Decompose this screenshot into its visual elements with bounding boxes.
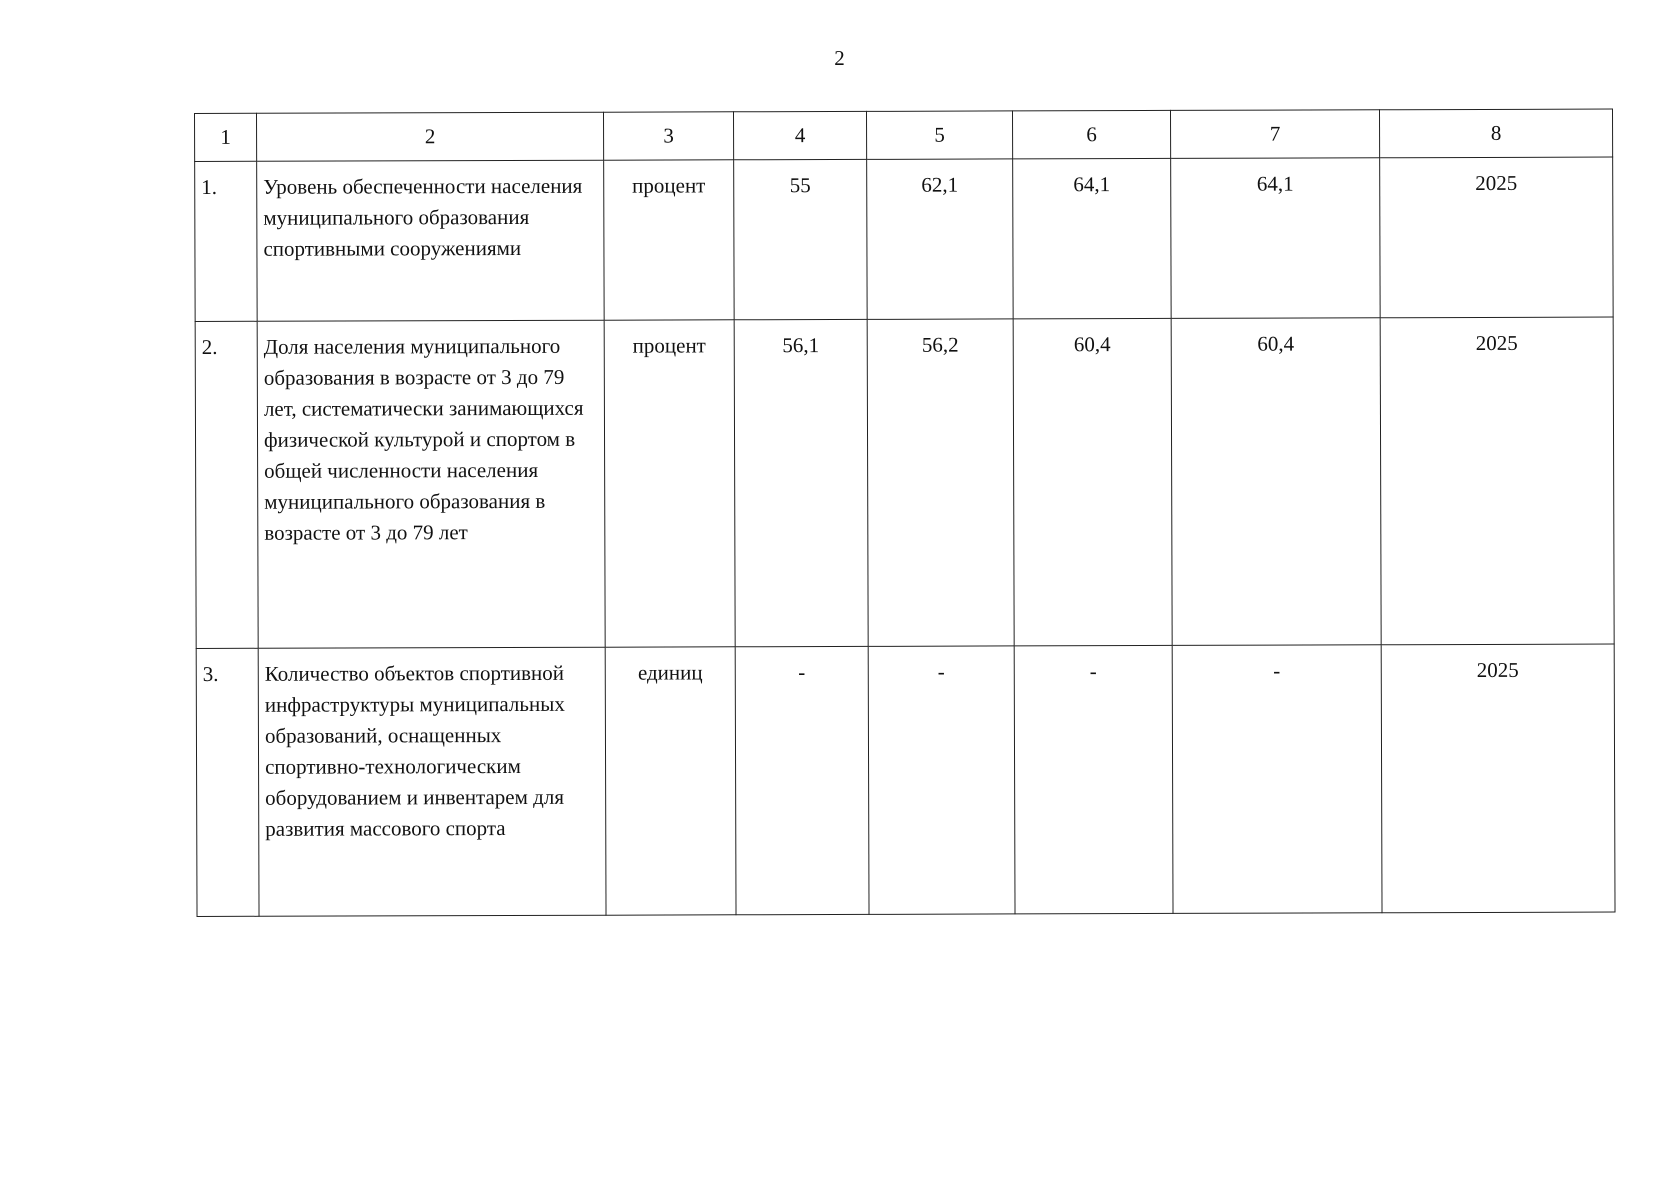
table-header-row [195, 109, 1613, 161]
value-col-6: 60,4 [1013, 318, 1172, 645]
indicator-name: Уровень обеспеченности населения муниципального образования спортивными сооружениями [257, 160, 605, 321]
row-number: 1. [195, 161, 258, 321]
value-col-6: 64,1 [1013, 158, 1172, 318]
value-col-6: - [1014, 645, 1173, 913]
header-cell-5: 5 [866, 111, 1012, 159]
header-cell-4: 4 [733, 111, 866, 159]
indicators-table [194, 109, 1616, 917]
header-cell-2: 2 [257, 112, 604, 161]
header-cell-6: 6 [1012, 110, 1170, 158]
value-col-7: 60,4 [1171, 318, 1381, 646]
year-cell: 2025 [1380, 157, 1614, 318]
header-cell-3: 3 [603, 112, 733, 160]
value-col-5: - [868, 646, 1015, 914]
unit-cell: процент [604, 160, 735, 320]
value-col-7: - [1172, 645, 1382, 914]
table-row [195, 157, 1613, 321]
row-number: 3. [196, 648, 259, 916]
unit-cell: единиц [605, 647, 736, 915]
indicator-name: Доля населения муниципального образования в возрасте от 3 до 79 лет, систематически занимающихся физической культурой и спортом в общей численности населения муниципального образования в возрасте от 3 до 79 лет [257, 320, 605, 648]
value-col-4: - [735, 646, 869, 914]
table-row [195, 317, 1614, 648]
value-col-5: 62,1 [867, 159, 1014, 319]
year-cell: 2025 [1380, 317, 1614, 645]
value-col-7: 64,1 [1171, 158, 1381, 319]
header-cell-1: 1 [195, 113, 257, 161]
indicator-name: Количество объектов спортивной инфраструктуры муниципальных образований, оснащенных спортивно-технологическим оборудованием и инвентарем для развития массового спорта [258, 647, 606, 916]
value-col-4: 56,1 [734, 319, 868, 646]
year-cell: 2025 [1381, 644, 1615, 913]
value-col-5: 56,2 [867, 319, 1014, 646]
value-col-4: 55 [734, 159, 868, 319]
page-number: 2 [834, 46, 845, 70]
header-cell-8: 8 [1379, 109, 1612, 158]
row-number: 2. [195, 321, 258, 648]
table-row [196, 644, 1615, 916]
header-cell-7: 7 [1170, 110, 1379, 159]
unit-cell: процент [604, 320, 735, 647]
indicators-table-wrapper [194, 109, 1615, 917]
